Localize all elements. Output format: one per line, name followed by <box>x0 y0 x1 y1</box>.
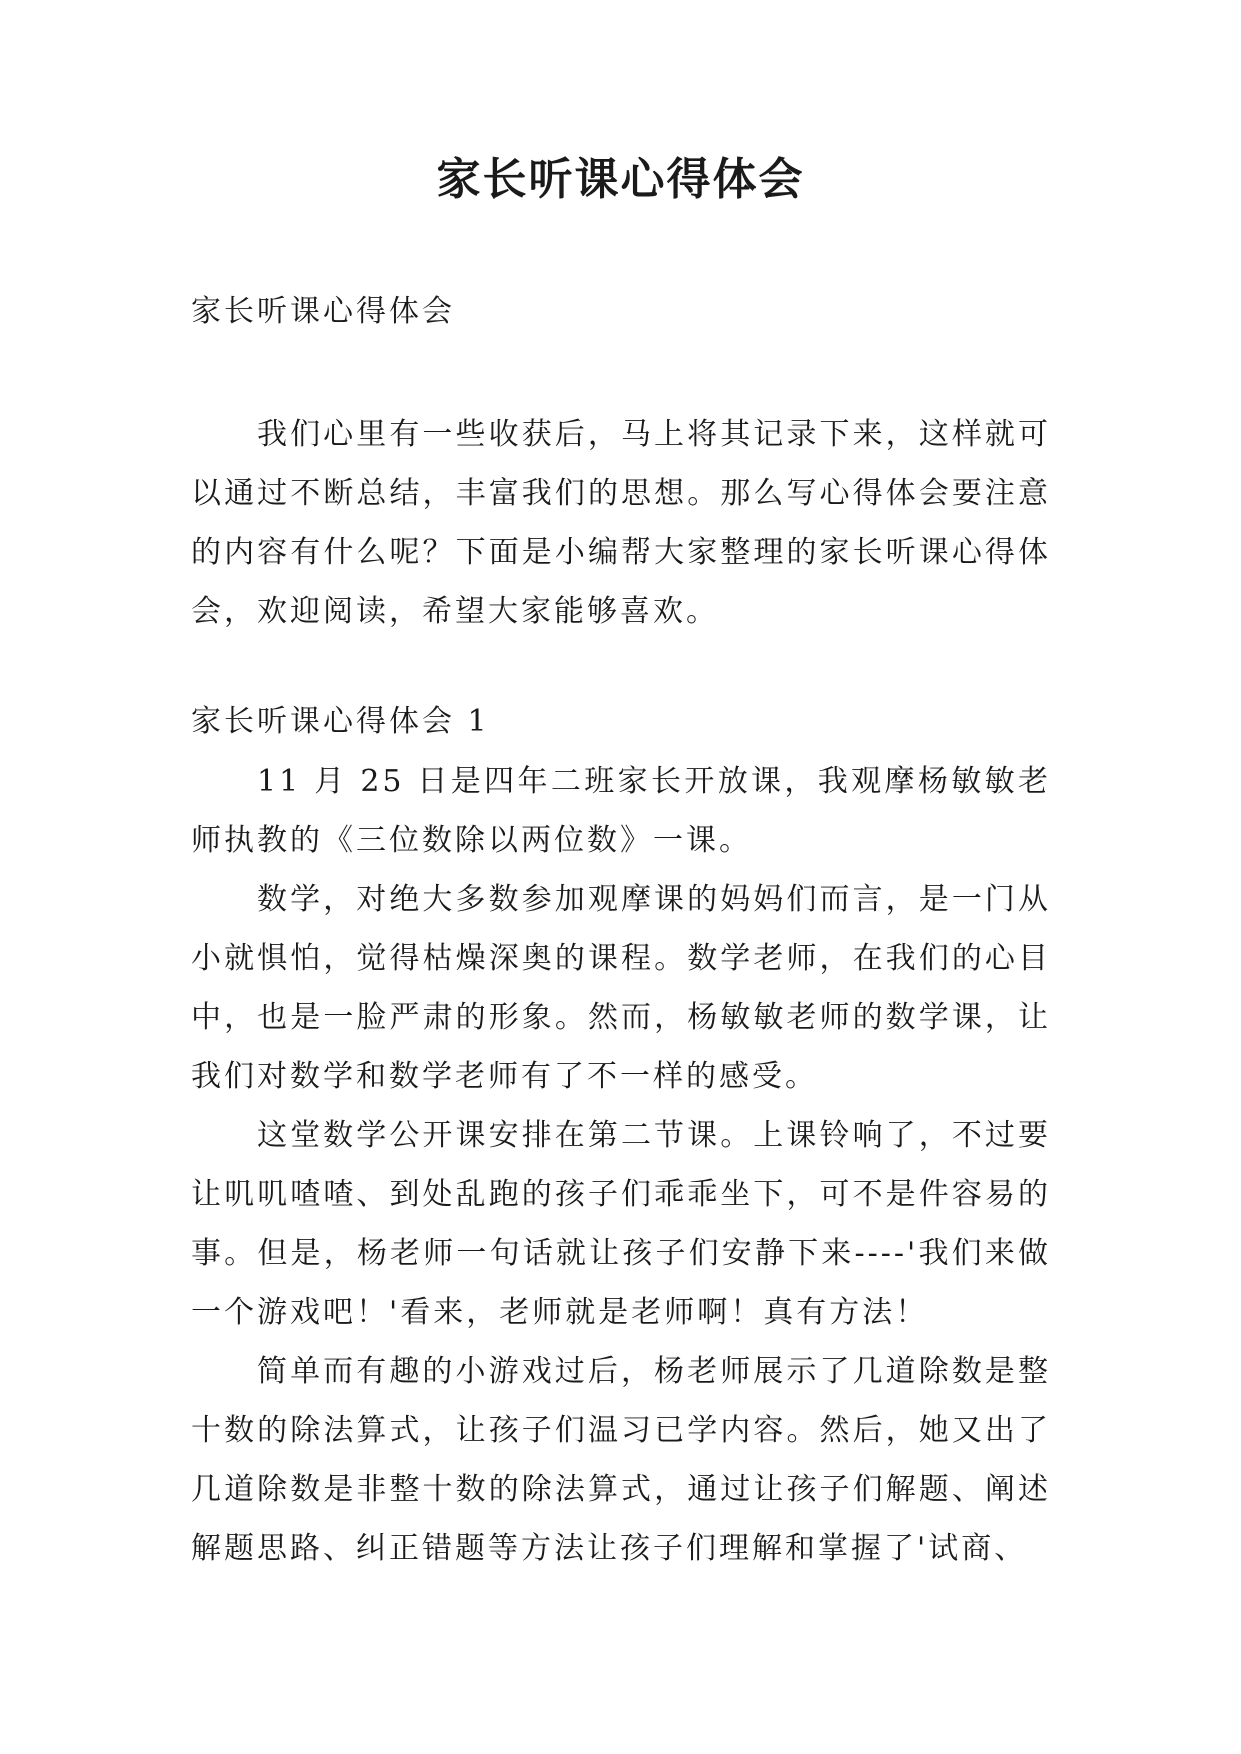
body-paragraph-2: 数学，对绝大多数参加观摩课的妈妈们而言，是一门从小就惧怕，觉得枯燥深奥的课程。数学老师，在我们的心目中，也是一脸严肃的形象。然而，杨敏敏老师的数学课，让我们对数学和数学老师有了不一样的感受。 <box>191 882 1051 1094</box>
body-paragraph-4: 简单而有趣的小游戏过后，杨老师展示了几道除数是整十数的除法算式，让孩子们温习已学内容。然后，她又出了几道除数是非整十数的除法算式，通过让孩子们解题、阐述解题思路、纠正错题等方法让孩子们理解和掌握了'试商、 <box>191 1354 1051 1566</box>
intro-block <box>191 405 1051 641</box>
body-paragraph-3: 这堂数学公开课安排在第二节课。上课铃响了，不过要让叽叽喳喳、到处乱跑的孩子们乖乖坐下，可不是件容易的事。但是，杨老师一句话就让孩子们安静下来----'我们来做一个游戏吧！'看来，老师就是老师啊！真有方法！ <box>191 1118 1051 1330</box>
body-paragraph-1: 11 月 25 日是四年二班家长开放课，我观摩杨敏敏老师执教的《三位数除以两位数》一课。 <box>191 764 1051 858</box>
intro-paragraph: 我们心里有一些收获后，马上将其记录下来，这样就可以通过不断总结，丰富我们的思想。那么写心得体会要注意的内容有什么呢？下面是小编帮大家整理的家长听课心得体会，欢迎阅读，希望大家能够喜欢。 <box>191 417 1051 629</box>
body-block <box>191 752 1051 1578</box>
document-subtitle: 家长听课心得体会 <box>191 294 455 329</box>
section-heading: 家长听课心得体会 1 <box>191 704 490 739</box>
document-title: 家长听课心得体会 <box>436 154 805 205</box>
